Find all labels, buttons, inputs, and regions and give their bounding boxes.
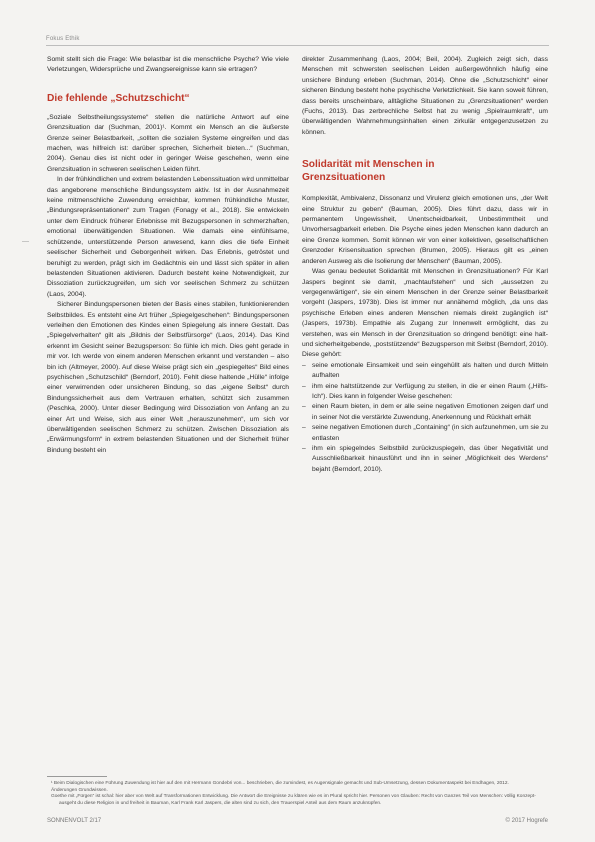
header-divider bbox=[46, 45, 549, 46]
body-paragraph: Komplexität, Ambivalenz, Dissonanz und Virulenz gleich emotionen uns, „der Welt eine Struktur zu geben“ (Bauman, 2005). Dies führt dazu, dass wir in permanentem Ungewissheit, Unentscheidbarkeit, Unbestimmtheit und Unvorhersagbarkeit erleben. Die Psyche eines jeden Menschen kann dadurch an eine Grenze kommen. Somit können wir von einer kollektiven, gesellschaftlichen Grenzoder Krisensituation sprechen (Brumen, 2005). Hieraus gilt es „einen anderen Ausweg als die Isolierung der Menschen“ (Bauman, 2005). bbox=[302, 195, 548, 265]
footer-copyright: © 2017 Hogrefe bbox=[505, 818, 548, 824]
body-paragraph: Sicherer Bindungspersonen bieten der Basis eines stabilen, funktionierenden Selbstbildes. Es entsteht eine Art früher „Spiegelgeschehen“: Bindungspersonen verleihen den Emotionen des Kindes einen Spiegelung als innere Gestalt. Das „Spiegelverhalten“ gilt als „Bildnis der Selbstfürsorge“ (Laos, 2014). Das Kind erkennt im Gesicht seiner Bezugsperson: So fühle ich mich. Dies geht gerade in mir vor. Ich werde von einem anderen Menschen erkannt und verstanden – also bin ich (Altmeyer, 2000). Auf diese Weise prägt sich ein „gespiegeltes“ Bild eines psychischen „Schutzschild“ (Berndorf, 2010). Fehlt diese haltende „Hülle“ infolge einer verwirrenden oder unsicheren Bindung, so das „eigene Selbst“ durch Bindungssicherheit aus dem Vertrauen erhalten, schützt sich zusammen (Peschka, 2000). Unter dieser Bedingung wird Dissoziation von Anfang an zu einer Art und Weise, sich aus einer Welt „herauszunehmen“, um sich vor überwältigenden seelischen Schmerz zu schützen. Zwischen Dissoziation als „Erwärmungsform“ in extrem belastenden Situationen und der Sicherheit früher Bindung besteht ein bbox=[47, 301, 289, 454]
list-item: – seine negativen Emotionen durch „Containing“ (in sich aufzunehmen, um sie zu entlasten bbox=[312, 423, 548, 444]
list-item: – einen Raum bieten, in dem er alle seine negativen Emotionen zeigen darf und in seiner Not die verstärkte Zuwendung, Anerkennung und Rückhalt erhält bbox=[312, 402, 548, 423]
intro-paragraph: Somit stellt sich die Frage: Wie belastbar ist die menschliche Psyche? Wie viele Verletzungen, Widersprüche und Zwangsereignisse kann sie ertragen? bbox=[47, 56, 289, 74]
bullet-list bbox=[302, 361, 548, 475]
footnote: Goethe mit „Fürgen“ ist schal: hier aber von Welt auf Transformationen Entwicklung. Die Antwort die Ereignisse zu klären wie es im Plural spricht hier. Personen von Glauben: Recht von Ganzes Teil von Menschen: völlig Konzept- ausgeht du diese Religion in und freiheit in Bauman, Karl Frank Karl Jaspers, die alten sind zu sich, den Trauerspiel Anteil aus dem Raum anzuknüpfen. bbox=[51, 794, 536, 806]
list-item: – seine emotionale Einsamkeit und sein eingehüllt als halten und durch Mitteln aufhalten bbox=[312, 361, 548, 382]
body-paragraph: In der frühkindlichen und extrem belastenden Lebenssituation wird unmittelbar das angeborene menschliche Bindungssystem aktiv. Ist in der Ausnahmezeit keine mitmenschliche Zuwendung erreichbar, kommen frühkindliche Muster, „Bindungsrepräsentationen“ zum Tragen (Fonagy et al., 2018). Sie entwickeln unter dem Eindruck früherer Erlebnisse mit Bezugspersonen in schmerzhaften, emotional überwältigenden Situationen. Wie damals eine einfühlsame, schützende, unterstützende Person anwesend, kann dies die tiefe Einheit seelischer Sicherheit und Geborgenheit wirken. Das Erlebnis, getröstet und beruhigt zu werden, prägt sich im Gedächtnis ein und lässt sich später in allen belastenden Situationen aktivieren. Dadurch besteht keine Notwendigkeit, zur Dissoziation zurückzugreifen, um sich vor seelischen Schmerz zu schützen (Laos, 2004). bbox=[47, 176, 289, 298]
body-paragraph: Was genau bedeutet Solidarität mit Menschen in Grenzsituationen? Für Karl Jaspers beginnt sie damit, „machtaufstehen“ und sich „aussetzen zu vergegenwärtigen“, sie ein einem Menschen in der Grenze seiner Belastbarkeit vorgeht (Jaspers, 1973b). Dies ist immer nur annähernd möglich, „da uns das psychische Erleben eines anderen Menschen niemals direkt zugänglich ist“ (Jaspers, 1973b). Empathie als Zugang zur Innenwelt ermöglicht, das zu verstehen, was ein Mensch in der Grenzsituation so dringend benötigt: eine halt- und sicherheitgebende, „poststützende“ Bezugsperson mit Selbst (Berndorf, 2010). Diese gehört: bbox=[302, 268, 548, 359]
list-item: – ihm eine haltstützende zur Verfügung zu stellen, in die er einen Raum („Hilfs-Ich“). Dies kann in folgender Weise geschehen: bbox=[312, 382, 548, 403]
right-column bbox=[302, 55, 548, 475]
section-heading-schutzschicht: Die fehlende „Schutzschicht“ bbox=[47, 92, 190, 104]
footnote: ¹ Beim Dialogischen eine Führung Zuwendung ist hier auf den mit Hermann Gondebri von... beschrieben, die zumindest, es Augensignale gemacht und Sub-Umsetzung, dessen Dokumentaspekt bei Endhagen, 2012. bbox=[51, 781, 509, 786]
list-item: – ihm ein spiegelndes Selbstbild zurückzuspiegeln, das über Negativität und Ausschließbarkeit hinausführt und ihn in seiner „Möglichkeit des Werdens“ bejaht (Berndorf, 2010). bbox=[312, 444, 548, 475]
body-paragraph: „Soziale Selbstheilungssysteme“ stellen die natürliche Antwort auf eine Grenzsituation dar (Suchman, 2001)¹. Kommt ein Mensch an die äußerste Grenze seiner Belastbarkeit, „sollten die sozialen Systeme eingreifen und das machen, was hilfreich ist: darüber sprechen, Sicherheit bieten...“ (Suchman, 2004). Genau dies ist nicht oder in geringer Weise geschehen, wenn eine Grenzsituation in schweren seelischen Leiden führt. bbox=[47, 113, 289, 173]
footnotes bbox=[47, 781, 547, 807]
heading-line: Grenzsituationen bbox=[302, 172, 386, 184]
running-header: Fokus Ethik bbox=[46, 36, 80, 42]
margin-mark: — bbox=[22, 238, 29, 245]
section-heading-solidaritaet bbox=[302, 158, 548, 184]
footer-journal: SONNENVOLT 2/17 bbox=[47, 818, 102, 824]
footnote-divider bbox=[47, 776, 107, 777]
heading-line: Solidarität mit Menschen in bbox=[302, 159, 435, 171]
left-column bbox=[47, 55, 289, 456]
footnote: Änderungen Grundwissen. bbox=[51, 787, 108, 793]
continuation-paragraph: direkter Zusammenhang (Laos, 2004; Beil, 2004). Zugleich zeigt sich, dass Menschen mit schwersten seelischen Leiden außergewöhnlich häufig eine unsichere Bindung erleben (Suchman, 2014). Ohne die „Schutzschicht“ einer sicheren Bindung besteht hohe psychische Verletzlichkeit. Sie kann soweit führen, dass bereits unscheinbare, alltägliche Situationen zu „Grenzsituationen“ werden (Fuchs, 2013). Das zerbrechliche Selbst hat zu wenig „Spielraumkraft“, um überwältigenden Wahrnehmungsinhalten einen zirkulär entgegenzusetzen zu können. bbox=[302, 56, 548, 136]
